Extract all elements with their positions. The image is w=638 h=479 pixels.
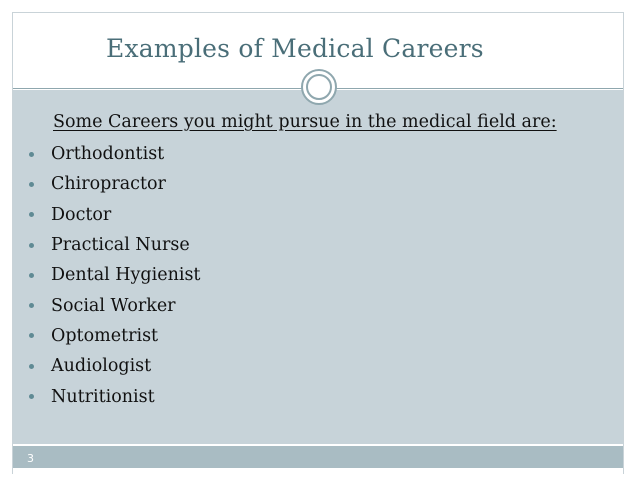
list-item <box>24 381 200 411</box>
page-number: 3 <box>27 452 34 465</box>
list-item <box>24 230 200 260</box>
list-item <box>24 260 200 290</box>
bullet-icon <box>29 333 34 338</box>
list-item <box>24 321 200 351</box>
bullet-icon <box>29 394 34 399</box>
list-item-label: Nutritionist <box>51 386 155 407</box>
bullet-icon <box>29 243 34 248</box>
bullet-icon <box>29 152 34 157</box>
list-item <box>24 351 200 381</box>
list-item-label: Optometrist <box>51 325 159 346</box>
list-item-label: Doctor <box>51 204 112 225</box>
footer-bar <box>13 446 623 468</box>
list-item <box>24 200 200 230</box>
list-item-label: Practical Nurse <box>51 235 190 256</box>
intro-text: Some Careers you might pursue in the medical field are: <box>53 112 557 132</box>
career-list <box>24 139 200 412</box>
list-item-label: Audiologist <box>51 356 152 377</box>
list-item <box>24 290 200 320</box>
list-item <box>24 169 200 199</box>
bullet-icon <box>29 364 34 369</box>
bullet-icon <box>29 182 34 187</box>
slide-title: Examples of Medical Careers <box>106 34 484 63</box>
list-item-label: Chiropractor <box>51 174 166 195</box>
bullet-icon <box>29 303 34 308</box>
bullet-icon <box>29 273 34 278</box>
list-item-label: Social Worker <box>51 295 176 316</box>
list-item-label: Dental Hygienist <box>51 265 201 286</box>
list-item <box>24 139 200 169</box>
list-item-label: Orthodontist <box>51 144 165 165</box>
bullet-icon <box>29 212 34 217</box>
decorative-ring-inner-icon <box>306 74 332 100</box>
